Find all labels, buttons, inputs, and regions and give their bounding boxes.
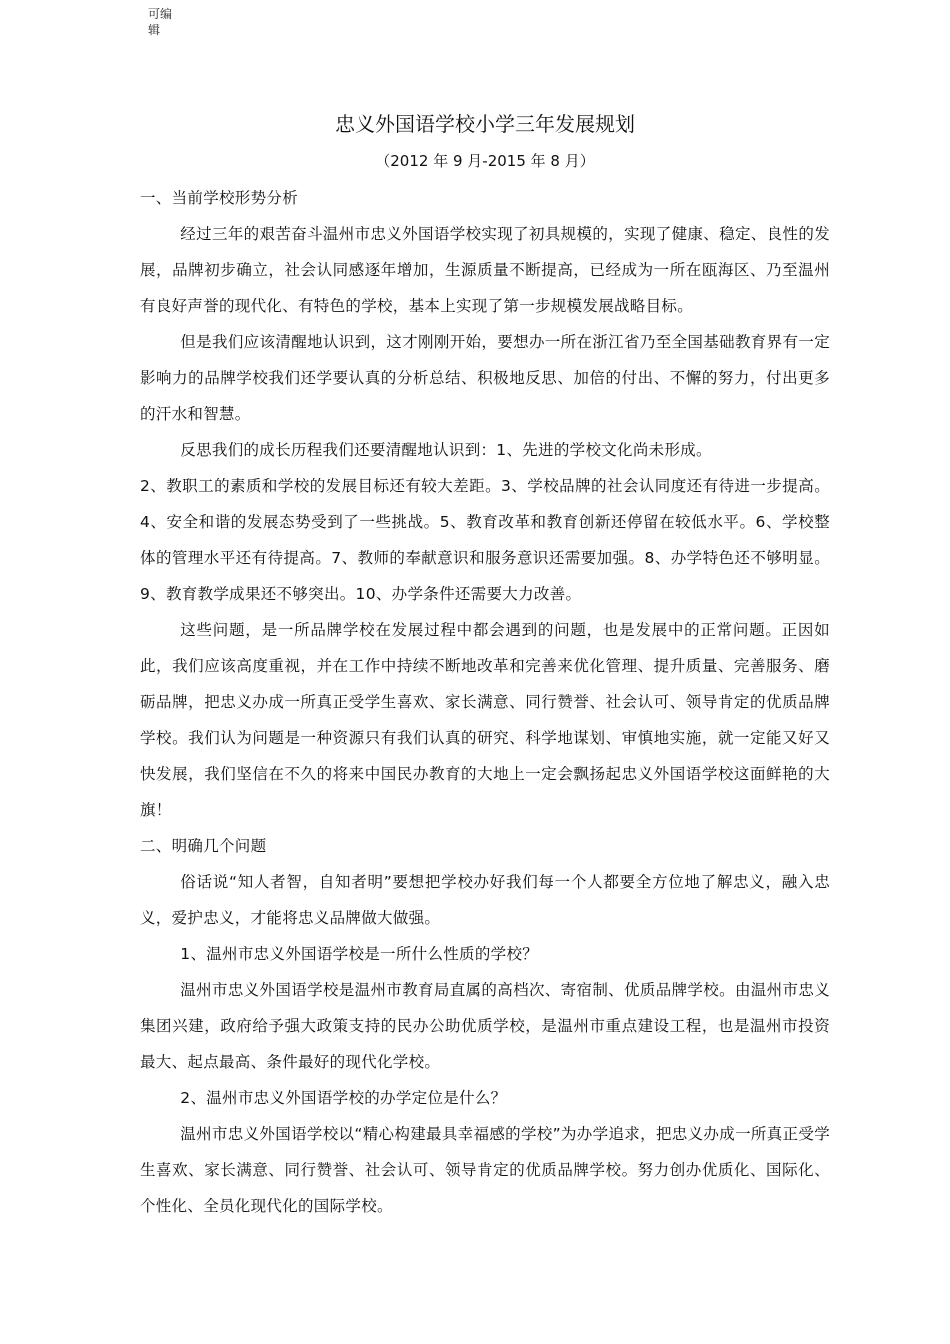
paragraph: 经过三年的艰苦奋斗温州市忠义外国语学校实现了初具规模的，实现了健康、稳定、良性的发展，品牌初步确立，社会认同感逐年增加，生源质量不断提高，已经成为一所在瓯海区、乃至温州有良好声誉的现代化、有特色的学校，基本上实现了第一步规模发展战略目标。 xyxy=(140,225,830,315)
document-page xyxy=(140,108,830,1224)
question-heading: 1、温州市忠义外国语学校是一所什么性质的学校？ xyxy=(180,945,539,963)
question-heading: 2、温州市忠义外国语学校的办学定位是什么？ xyxy=(180,1089,507,1107)
corner-note-line: 辑 xyxy=(148,23,161,37)
paragraph: 温州市忠义外国语学校以“精心构建最具幸福感的学校”为办学追求，把忠义办成一所真正受学生喜欢、家长满意、同行赞誉、社会认可、领导肯定的优质品牌学校。努力创办优质化、国际化、个性化、全员化现代化的国际学校。 xyxy=(140,1125,830,1215)
paragraph: 但是我们应该清醒地认识到，这才刚刚开始，要想办一所在浙江省乃至全国基础教育界有一定影响力的品牌学校我们还学要认真的分析总结、积极地反思、加倍的付出、不懈的努力，付出更多的汗水和智慧。 xyxy=(140,333,830,423)
document-subtitle: （2012 年 9 月-2015 年 8 月） xyxy=(375,152,595,170)
section-heading: 二、明确几个问题 xyxy=(140,837,267,855)
document-title: 忠义外国语学校小学三年发展规划 xyxy=(335,112,635,136)
corner-note-line: 可编 xyxy=(148,7,173,21)
section-heading: 一、当前学校形势分析 xyxy=(140,189,299,207)
paragraph: 2、教职工的素质和学校的发展目标还有较大差距。3、学校品牌的社会认同度还有待进一步提高。4、安全和谐的发展态势受到了一些挑战。5、教育改革和教育创新还停留在较低水平。6、学校整体的管理水平还有待提高。7、教师的奉献意识和服务意识还需要加强。8、办学特色还不够明显。9、教育教学成果还不够突出。10、办学条件还需要大力改善。 xyxy=(140,477,830,603)
paragraph: 俗话说“知人者智，自知者明”要想把学校办好我们每一个人都要全方位地了解忠义，融入忠义，爱护忠义，才能将忠义品牌做大做强。 xyxy=(140,873,830,927)
paragraph: 这些问题，是一所品牌学校在发展过程中都会遇到的问题，也是发展中的正常问题。正因如此，我们应该高度重视，并在工作中持续不断地改革和完善来优化管理、提升质量、完善服务、磨砺品牌，把忠义办成一所真正受学生喜欢、家长满意、同行赞誉、社会认可、领导肯定的优质品牌学校。我们认为问题是一种资源只有我们认真的研究、科学地谋划、审慎地实施，就一定能又好又快发展，我们坚信在不久的将来中国民办教育的大地上一定会飘扬起忠义外国语学校这面鲜艳的大旗！ xyxy=(140,621,830,819)
paragraph: 温州市忠义外国语学校是温州市教育局直属的高档次、寄宿制、优质品牌学校。由温州市忠义集团兴建，政府给予强大政策支持的民办公助优质学校，是温州市重点建设工程，也是温州市投资最大、起点最高、条件最好的现代化学校。 xyxy=(140,981,830,1071)
paragraph: 反思我们的成长历程我们还要清醒地认识到：1、先进的学校文化尚未形成。 xyxy=(180,441,712,459)
corner-note xyxy=(148,6,172,38)
